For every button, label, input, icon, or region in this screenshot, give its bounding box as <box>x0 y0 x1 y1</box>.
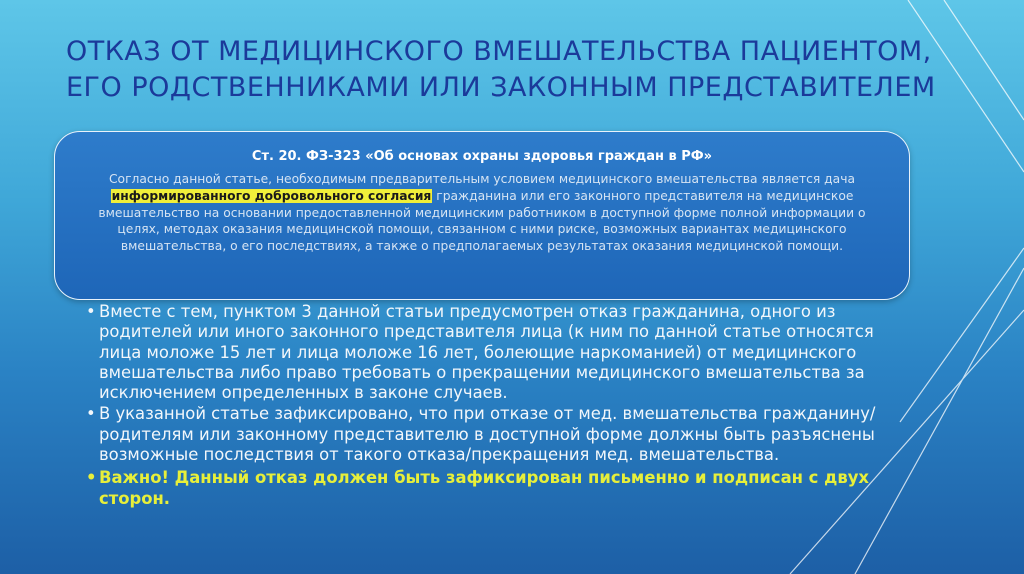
bullet-item-refusal-right <box>86 302 906 403</box>
bullet-marker: • <box>86 404 96 424</box>
bullet-list <box>86 302 906 510</box>
callout-heading: Ст. 20. ФЗ-323 «Об основах охраны здоровья граждан в РФ» <box>251 149 713 164</box>
bullet-text: Вместе с тем, пунктом 3 данной статьи предусмотрен отказ гражданина, одного из родителей или иного законного представителя лица (к ним по данной статье относятся лица моложе 15 лет и лица моложе 16 лет, болеющие наркоманией) от медицинского вмешательства либо право требовать о прекращении медицинского вмешательства за исключением определенных в законе случаев. <box>99 302 874 403</box>
bullet-marker: • <box>86 468 97 488</box>
callout-body <box>85 171 879 255</box>
bullet-item-consequences <box>86 404 906 465</box>
callout-body-text-end: гражданина или его законного представителя на медицинское вмешательство на основании предоставленной медицинским работником в доступной форме полной информации о целях, методах оказания медицинской помощи, связанном с ними риске, возможных вариантах медицинского вмешательства, о его последствиях, а также о предполагаемых результатах оказания медицинской помощи. <box>98 188 866 254</box>
law-article-callout <box>54 131 910 300</box>
callout-highlighted-phrase: информированного добровольного согласия <box>111 188 432 203</box>
slide-title <box>66 34 946 106</box>
bullet-text: В указанной статье зафиксировано, что при отказе от мед. вмешательства гражданину/родителям или законному представителю в доступной форме должны быть разъяснены возможные последствия от такого отказа/прекращения мед. вмешательства. <box>99 404 876 465</box>
slide-title-line-2: ЕГО РОДСТВЕННИКАМИ ИЛИ ЗАКОННЫМ ПРЕДСТАВИТЕЛЕМ <box>66 72 936 103</box>
bullet-marker: • <box>86 302 96 321</box>
bullet-text: Важно! Данный отказ должен быть зафиксирован письменно и подписан с двух сторон. <box>99 468 869 508</box>
slide-title-line-1: ОТКАЗ ОТ МЕДИЦИНСКОГО ВМЕШАТЕЛЬСТВА ПАЦИЕНТОМ, <box>66 36 932 67</box>
callout-body-text-start: Согласно данной статье, необходимым предварительным условием медицинского вмешательства является дача <box>108 172 856 186</box>
bullet-item-important-note <box>86 468 906 509</box>
